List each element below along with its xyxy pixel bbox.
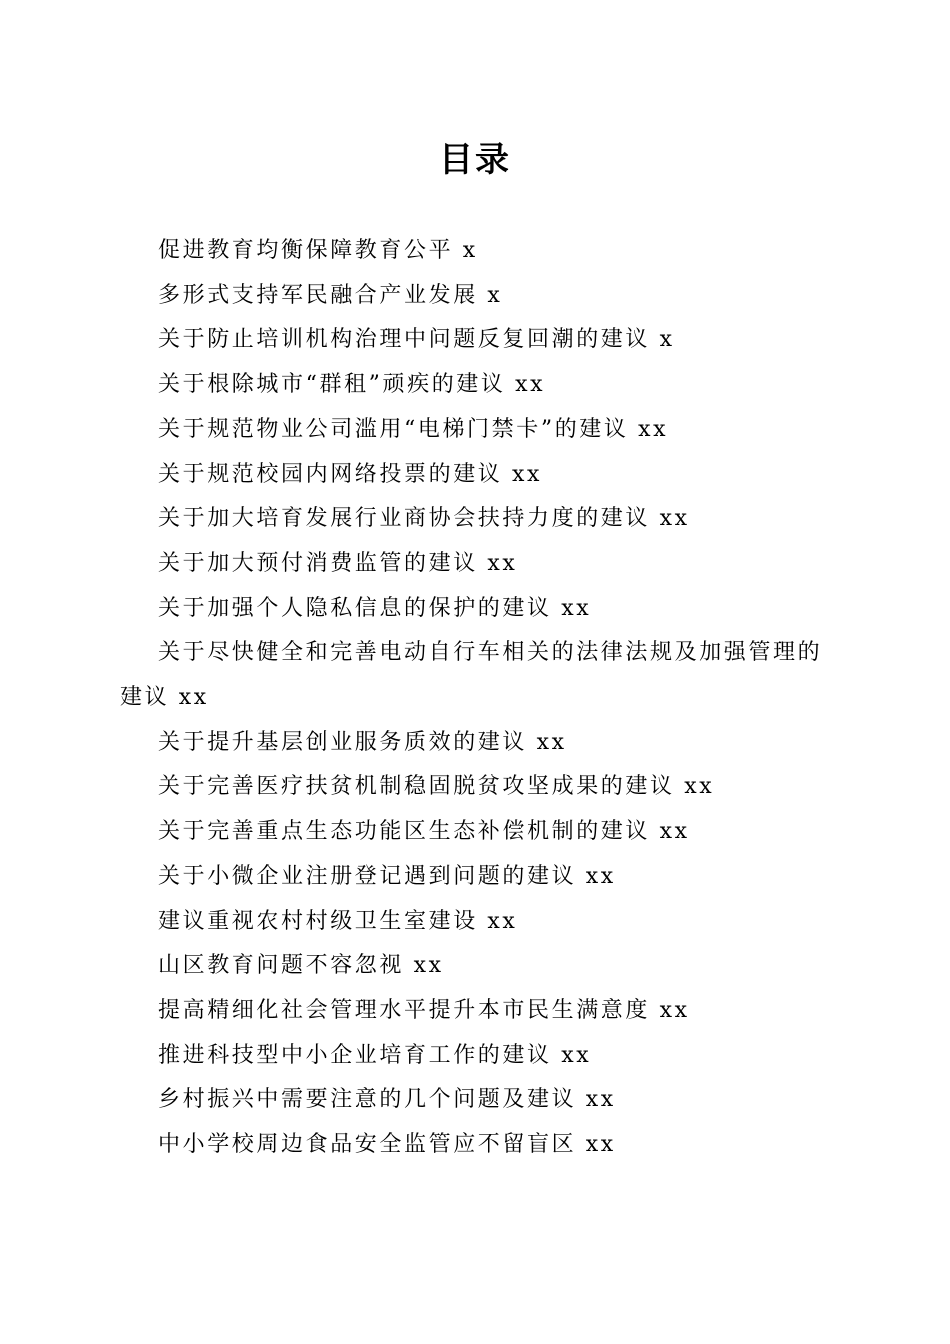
toc-entry: 关于规范校园内网络投票的建议 xx [158, 461, 543, 487]
toc-entry: 关于完善重点生态功能区生态补偿机制的建议 xx [158, 819, 690, 845]
toc-entry: 推进科技型中小企业培育工作的建议 xx [158, 1042, 592, 1068]
table-of-contents [120, 229, 835, 1168]
toc-entry: 促进教育均衡保障教育公平 x [158, 238, 478, 263]
toc-entry: 关于加大预付消费监管的建议 xx [158, 550, 518, 576]
toc-entry: 关于小微企业注册登记遇到问题的建议 xx [158, 863, 616, 889]
page-title: 目录 [439, 140, 511, 180]
toc-entry: 关于尽快健全和完善电动自行车相关的法律法规及加强管理的建议 xx [120, 640, 823, 711]
toc-entry: 中小学校周边食品安全监管应不留盲区 xx [158, 1132, 616, 1158]
toc-entry: 关于防止培训机构治理中问题反复回潮的建议 x [158, 327, 675, 353]
toc-entry: 山区教育问题不容忽视 xx [158, 953, 444, 979]
toc-entry: 关于提升基层创业服务质效的建议 xx [158, 729, 567, 755]
toc-entry: 关于加大培育发展行业商协会扶持力度的建议 xx [158, 506, 690, 532]
toc-entry: 乡村振兴中需要注意的几个问题及建议 xx [158, 1087, 616, 1113]
toc-entry: 关于完善医疗扶贫机制稳固脱贫攻坚成果的建议 xx [158, 774, 715, 800]
toc-entry: 关于规范物业公司滥用“电梯门禁卡”的建议 xx [158, 416, 669, 442]
toc-entry: 多形式支持军民融合产业发展 x [158, 282, 503, 308]
toc-entry: 关于根除城市“群租”顽疾的建议 xx [158, 372, 546, 398]
toc-entry: 提高精细化社会管理水平提升本市民生满意度 xx [158, 997, 690, 1023]
toc-entry: 建议重视农村村级卫生室建设 xx [158, 908, 518, 934]
toc-entry: 关于加强个人隐私信息的保护的建议 xx [158, 595, 592, 621]
